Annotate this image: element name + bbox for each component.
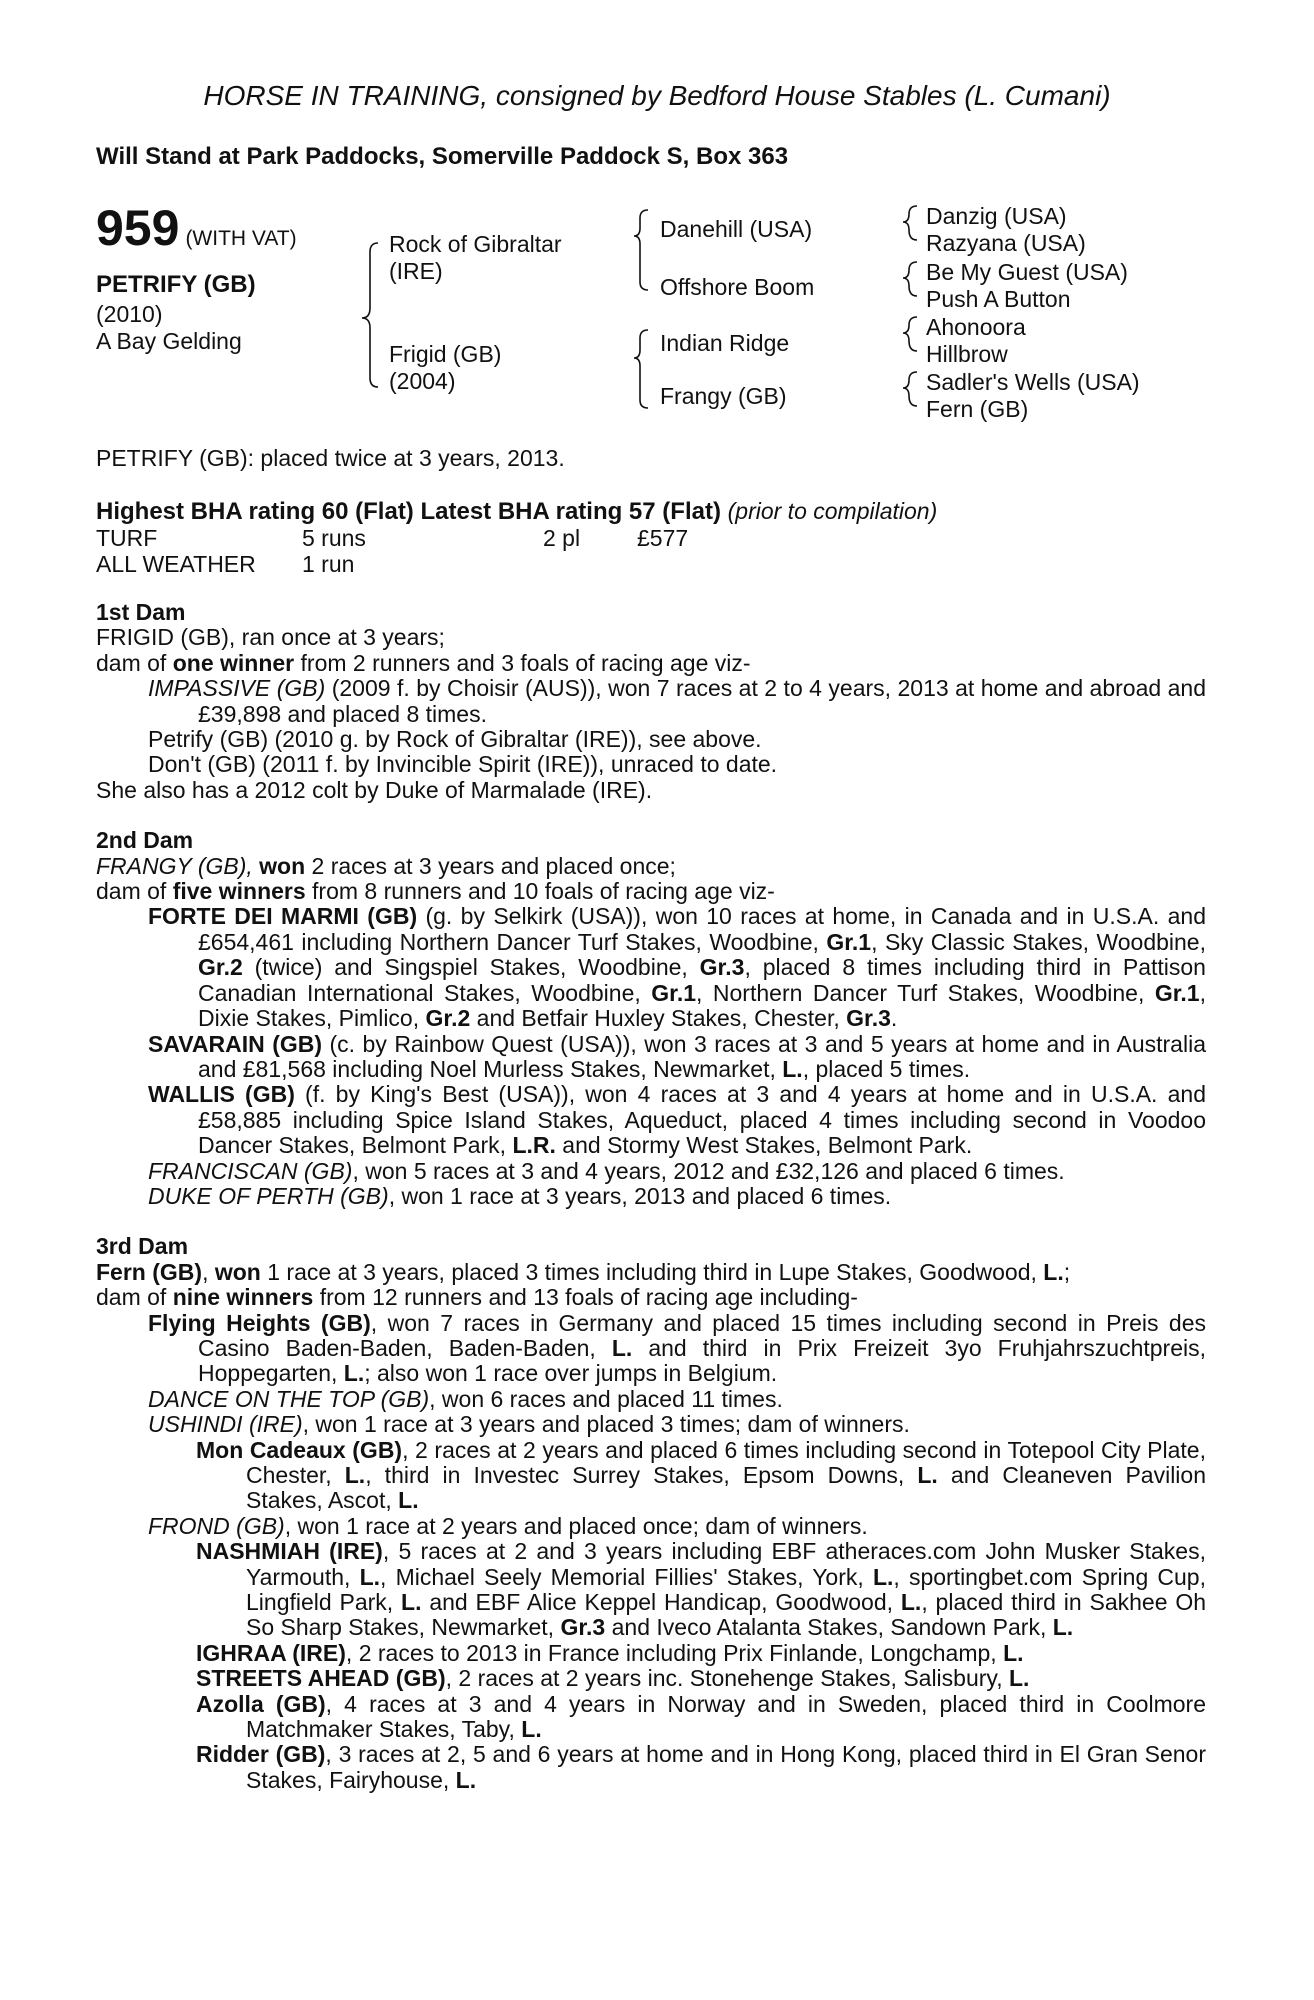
pedigree-g7: Sadler's Wells (USA)	[926, 369, 1140, 395]
pedigree-g1: Danzig (USA)	[926, 203, 1067, 229]
aw-label: ALL WEATHER	[96, 551, 256, 577]
ratings-text: Highest BHA rating 60 (Flat) Latest BHA rating 57 (Flat)	[96, 498, 721, 525]
pedigree-sire: Rock of Gibraltar	[389, 231, 562, 257]
dam2-savarain: SAVARAIN (GB) (c. by Rainbow Quest (USA)), won 3 races at 3 and 5 years at home and in Australia and £81,568 including Noel Murless Stakes, Newmarket, L., placed 5 times.	[148, 1030, 1206, 1082]
pedigree-g6: Hillbrow	[926, 341, 1008, 367]
dam3-ighraa: IGHRAA (IRE), 2 races to 2013 in France including Prix Finlande, Longchamp, L.	[196, 1639, 1024, 1666]
dam1-offspring-3: Don't (GB) (2011 f. by Invincible Spirit (IRE)), unraced to date.	[148, 751, 778, 778]
dam3-dance-on-the-top: DANCE ON THE TOP (GB), won 6 races and placed 11 times.	[148, 1385, 783, 1412]
dam3-line1: Fern (GB), won 1 race at 3 years, placed 3 times including third in Lupe Stakes, Goodwood, L.;	[96, 1258, 1071, 1285]
location-line: Will Stand at Park Paddocks, Somerville Paddock S, Box 363	[96, 143, 789, 170]
pedigree-g2: Razyana (USA)	[926, 230, 1086, 256]
pedigree-g5: Ahonoora	[926, 314, 1026, 340]
pedigree-sire-country: (IRE)	[389, 258, 443, 284]
turf-label: TURF	[96, 525, 158, 551]
dam3-line2: dam of nine winners from 12 runners and 13 foals of racing age including-	[96, 1284, 858, 1311]
horse-year: (2010)	[96, 301, 163, 327]
dam3-mon-cadeaux: Mon Cadeaux (GB), 2 races at 2 years and placed 6 times including second in Totepool City Plate, Chester, L., third in Investec Surrey Stakes, Epsom Downs, L. and Cleaneven Pavilion Stakes, Ascot, L.	[196, 1436, 1206, 1514]
pedigree-g8: Fern (GB)	[926, 396, 1029, 422]
dam1-heading: 1st Dam	[96, 599, 186, 625]
pedigree-dam-sire: Indian Ridge	[660, 330, 790, 356]
race-summary: PETRIFY (GB): placed twice at 3 years, 2013.	[96, 445, 565, 471]
turf-placed: 2 pl	[543, 525, 581, 551]
dam1-line2: dam of one winner from 2 runners and 3 foals of racing age viz-	[96, 649, 751, 676]
pedigree-g4: Push A Button	[926, 286, 1071, 312]
pedigree-sire-dam: Offshore Boom	[660, 274, 815, 300]
dam3-heading: 3rd Dam	[96, 1233, 189, 1260]
dam2-duke-of-perth: DUKE OF PERTH (GB), won 1 race at 3 years, 2013 and placed 6 times.	[148, 1182, 892, 1209]
dam1-line1: FRIGID (GB), ran once at 3 years;	[96, 624, 445, 651]
dam3-ushindi: USHINDI (IRE), won 1 race at 3 years and placed 3 times; dam of winners.	[148, 1411, 910, 1438]
dam2-wallis: WALLIS (GB) (f. by King's Best (USA)), won 4 races at 3 and 4 years at home and in U.S.A. and £58,885 including Spice Island Stakes, Aqueduct, placed 4 times including second in Voodoo Dancer Stakes, Belmont Park, L.R. and Stormy West Stakes, Belmont Park.	[148, 1081, 1206, 1159]
lot-header	[96, 200, 297, 256]
bha-ratings	[96, 498, 937, 526]
pedigree-dam-year: (2004)	[389, 368, 456, 394]
pedigree-dam: Frigid (GB)	[389, 341, 502, 367]
lot-number: 959	[96, 200, 180, 256]
dam-section	[96, 600, 1206, 1793]
turf-prize: £577	[637, 525, 689, 551]
horse-description: A Bay Gelding	[96, 328, 242, 354]
vat-label: (WITH VAT)	[185, 227, 297, 250]
dam2-line1: FRANGY (GB), won 2 races at 3 years and placed once;	[96, 852, 676, 879]
dam1-offspring-2: Petrify (GB) (2010 g. by Rock of Gibraltar (IRE)), see above.	[148, 726, 762, 753]
dam2-line2: dam of five winners from 8 runners and 10 foals of racing age viz-	[96, 878, 775, 905]
dam3-azolla: Azolla (GB), 4 races at 3 and 4 years in Norway and in Sweden, placed third in Coolmore Matchmaker Stakes, Taby, L.	[196, 1690, 1206, 1743]
dam3-streets-ahead: STREETS AHEAD (GB), 2 races at 2 years inc. Stonehenge Stakes, Salisbury, L.	[196, 1665, 1030, 1692]
dam2-heading: 2nd Dam	[96, 827, 194, 854]
pedigree-g3: Be My Guest (USA)	[926, 259, 1128, 285]
pedigree-dam-dam: Frangy (GB)	[660, 383, 787, 409]
dam3-ridder: Ridder (GB), 3 races at 2, 5 and 6 years at home and in Hong Kong, placed third in El Gran Senor Stakes, Fairyhouse, L.	[196, 1741, 1206, 1793]
dam1-line3: She also has a 2012 colt by Duke of Marmalade (IRE).	[96, 776, 653, 803]
dam3-frond: FROND (GB), won 1 race at 2 years and placed once; dam of winners.	[148, 1512, 868, 1539]
aw-runs: 1 run	[302, 551, 355, 577]
horse-name: PETRIFY (GB)	[96, 271, 256, 298]
dam2-forte-dei-marmi: FORTE DEI MARMI (GB) (g. by Selkirk (USA)), won 10 races at home, in Canada and in U.S.A. and £654,461 including Northern Dancer Turf Stakes, Woodbine, Gr.1, Sky Classic Stakes, Woodbine, Gr.2 (twice) and Singspiel Stakes, Woodbine, Gr.3, placed 8 times including third in Pattison Canadian International Stakes, Woodbine, Gr.1, Northern Dancer Turf Stakes, Woodbine, Gr.1, Dixie Stakes, Pimlico, Gr.2 and Betfair Huxley Stakes, Chester, Gr.3.	[148, 903, 1206, 1032]
dam3-flying-heights: Flying Heights (GB), won 7 races in Germany and placed 15 times including second in Preis des Casino Baden-Baden, Baden-Baden, L. and third in Prix Freizeit 3yo Fruhjahrszuchtpreis, Hoppegarten, L.; also won 1 race over jumps in Belgium.	[148, 1309, 1207, 1387]
turf-runs: 5 runs	[302, 525, 366, 551]
dam3-nashmiah: NASHMIAH (IRE), 5 races at 2 and 3 years including EBF atheraces.com John Musker Stakes, Yarmouth, L., Michael Seely Memorial Fillies' Stakes, York, L., sportingbet.com Spring Cup, Lingfield Park, L. and EBF Alice Keppel Handicap, Goodwood, L., placed third in Sakhee Oh So Sharp Stakes, Newmarket, Gr.3 and Iveco Atalanta Stakes, Sandown Park, L.	[196, 1538, 1207, 1641]
consignor-line: HORSE IN TRAINING, consigned by Bedford House Stables (L. Cumani)	[203, 80, 1111, 111]
dam1-offspring-1: IMPASSIVE (GB) (2009 f. by Choisir (AUS)), won 7 races at 2 to 4 years, 2013 at home and abroad and £39,898 and placed 8 times.	[148, 675, 1207, 727]
dam2-franciscan: FRANCISCAN (GB), won 5 races at 3 and 4 years, 2012 and £32,126 and placed 6 times.	[148, 1157, 1065, 1184]
ratings-note: (prior to compilation)	[727, 498, 938, 524]
pedigree-sire-sire: Danehill (USA)	[660, 216, 813, 242]
